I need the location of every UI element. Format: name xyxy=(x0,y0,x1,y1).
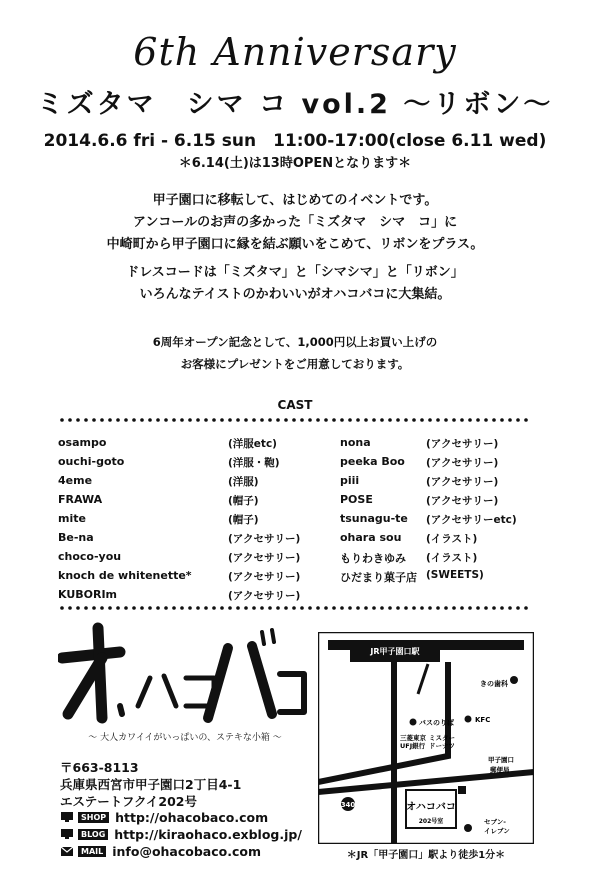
address-line-2: エステートフクイ202号 xyxy=(60,794,197,809)
cast-category: (洋服) xyxy=(228,476,259,488)
ohacobaco-logo xyxy=(58,622,308,726)
cast-category: (アクセサリー) xyxy=(426,457,499,469)
divider-dot xyxy=(212,418,216,422)
cast-category: (アクセサリー) xyxy=(228,590,301,602)
shop-badge: SHOP xyxy=(78,812,109,823)
post-office-label-2: 郵便局 xyxy=(490,766,510,774)
divider-dot xyxy=(60,606,64,610)
divider-dot xyxy=(308,418,312,422)
opening-notice: ＊6.14(土)は13時OPENとなります＊ xyxy=(178,156,412,171)
divider-dot xyxy=(516,606,520,610)
cast-name: mite xyxy=(58,512,86,525)
divider-dot xyxy=(460,606,464,610)
divider-dot xyxy=(244,606,248,610)
divider-dot xyxy=(396,418,400,422)
divider-dot xyxy=(348,418,352,422)
divider-dot xyxy=(332,606,336,610)
blog-link-row[interactable] xyxy=(60,825,302,843)
divider-dot xyxy=(508,606,512,610)
divider-dot xyxy=(492,606,496,610)
divider-dot xyxy=(300,418,304,422)
dotted-divider-top xyxy=(58,416,532,424)
cast-category: (SWEETS) xyxy=(426,569,484,581)
monitor-icon xyxy=(60,828,74,840)
divider-dot xyxy=(476,418,480,422)
divider-dot xyxy=(364,606,368,610)
divider-dot xyxy=(164,606,168,610)
seven-eleven-label-1: セブン- xyxy=(484,818,506,826)
cast-category: (洋服etc) xyxy=(228,438,277,450)
divider-dot xyxy=(524,418,528,422)
post-office-label-1: 甲子園口 xyxy=(488,756,514,764)
divider-dot xyxy=(284,606,288,610)
dental-marker xyxy=(510,676,518,684)
divider-dot xyxy=(100,606,104,610)
divider-dot xyxy=(84,606,88,610)
cast-name: POSE xyxy=(340,493,373,506)
divider-dot xyxy=(348,606,352,610)
divider-dot xyxy=(156,606,160,610)
cast-name: ひだまり菓子店 xyxy=(340,571,417,584)
intro-paragraph-3 xyxy=(0,331,590,375)
donut-label-2: ドーナツ xyxy=(429,742,455,750)
divider-dot xyxy=(500,606,504,610)
divider-dot xyxy=(148,418,152,422)
divider-dot xyxy=(428,606,432,610)
cast-name: FRAWA xyxy=(58,493,103,506)
blog-url-link[interactable]: http://kiraohaco.exblog.jp/ xyxy=(114,826,302,842)
divider-dot xyxy=(476,606,480,610)
divider-dot xyxy=(132,606,136,610)
divider-dot xyxy=(92,606,96,610)
divider-dot xyxy=(172,606,176,610)
bank-label-1: 三菱東京 xyxy=(400,734,426,742)
kfc-label: KFC xyxy=(475,716,491,724)
kfc-marker xyxy=(465,716,472,723)
divider-dot xyxy=(300,606,304,610)
route-number: 340 xyxy=(340,801,356,809)
monitor-icon xyxy=(60,811,74,823)
cast-category: (アクセサリー) xyxy=(426,438,499,450)
divider-dot xyxy=(340,606,344,610)
shop-tagline: ～ 大人カワイイがいっぱいの、ステキな小箱 ～ xyxy=(88,733,282,743)
divider-dot xyxy=(220,606,224,610)
shop-url-link[interactable]: http://ohacobaco.com xyxy=(115,809,269,825)
divider-dot xyxy=(180,418,184,422)
divider-dot xyxy=(276,418,280,422)
mail-icon xyxy=(60,845,74,857)
access-map xyxy=(318,632,534,844)
divider-dot xyxy=(428,418,432,422)
divider-dot xyxy=(212,606,216,610)
cast-category: (アクセサリー) xyxy=(426,476,499,488)
divider-dot xyxy=(108,606,112,610)
divider-dot xyxy=(252,418,256,422)
divider-dot xyxy=(356,606,360,610)
divider-dot xyxy=(124,606,128,610)
divider-dot xyxy=(188,418,192,422)
cast-name: KUBORIm xyxy=(58,588,118,601)
cast-name: ouchi-goto xyxy=(58,455,125,468)
bus-stop-marker xyxy=(410,719,417,726)
divider-dot xyxy=(492,418,496,422)
cast-category: (帽子) xyxy=(228,495,259,507)
cast-category: (アクセサリーetc) xyxy=(426,514,517,526)
divider-dot xyxy=(444,418,448,422)
divider-dot xyxy=(508,418,512,422)
cast-name: Be-na xyxy=(58,531,94,544)
donut-label-1: ミスター xyxy=(429,734,455,742)
map-room-label: 202号室 xyxy=(418,818,444,825)
intro-line: お客様にプレゼントをご用意しております。 xyxy=(180,357,410,371)
divider-dot xyxy=(420,606,424,610)
divider-dot xyxy=(388,418,392,422)
divider-dot xyxy=(68,418,72,422)
divider-dot xyxy=(484,418,488,422)
divider-dot xyxy=(356,418,360,422)
divider-dot xyxy=(500,418,504,422)
cast-category: (帽子) xyxy=(228,514,259,526)
divider-dot xyxy=(148,606,152,610)
divider-dot xyxy=(60,418,64,422)
divider-dot xyxy=(172,418,176,422)
divider-dot xyxy=(140,606,144,610)
divider-dot xyxy=(516,418,520,422)
divider-dot xyxy=(452,606,456,610)
divider-dot xyxy=(116,606,120,610)
divider-dot xyxy=(404,418,408,422)
cast-name: tsunagu-te xyxy=(340,512,408,525)
divider-dot xyxy=(372,418,376,422)
cast-category: (イラスト) xyxy=(426,533,478,545)
address-line-1: 兵庫県西宮市甲子園口2丁目4-1 xyxy=(60,777,242,792)
cast-name: ohara sou xyxy=(340,531,402,544)
divider-dot xyxy=(204,418,208,422)
divider-dot xyxy=(324,418,328,422)
blog-badge: BLOG xyxy=(78,829,108,840)
divider-dot xyxy=(268,418,272,422)
divider-dot xyxy=(260,418,264,422)
cast-category: (アクセサリー) xyxy=(426,495,499,507)
cast-category: (アクセサリー) xyxy=(228,552,301,564)
mail-address-link[interactable]: info@ohacobaco.com xyxy=(112,843,262,859)
shop-link-row[interactable] xyxy=(60,808,268,826)
divider-dot xyxy=(292,418,296,422)
mail-badge: MAIL xyxy=(78,846,106,857)
divider-dot xyxy=(100,418,104,422)
divider-dot xyxy=(236,418,240,422)
divider-dot xyxy=(76,606,80,610)
divider-dot xyxy=(484,606,488,610)
station-label: JR甲子園口駅 xyxy=(370,647,420,656)
divider-dot xyxy=(220,418,224,422)
divider-dot xyxy=(140,418,144,422)
cast-name: osampo xyxy=(58,436,107,449)
intro-paragraph-2 xyxy=(0,262,590,306)
divider-dot xyxy=(468,606,472,610)
divider-dot xyxy=(244,418,248,422)
divider-dot xyxy=(284,418,288,422)
divider-dot xyxy=(324,606,328,610)
divider-dot xyxy=(332,418,336,422)
divider-dot xyxy=(92,418,96,422)
divider-dot xyxy=(116,418,120,422)
seven-eleven-marker xyxy=(464,824,472,832)
intro-line: アンコールのお声の多かった「ミズタマ シマ コ」に xyxy=(132,215,458,230)
cast-name: 4eme xyxy=(58,474,93,487)
intro-line: 6周年オープン記念として、1,000円以上お買い上げの xyxy=(152,335,438,349)
divider-dot xyxy=(156,418,160,422)
bus-stop-label: バスのりば xyxy=(419,719,454,727)
divider-dot xyxy=(292,606,296,610)
divider-dot xyxy=(268,606,272,610)
seven-eleven-label-2: イレブン xyxy=(484,827,510,835)
postal-code: 〒663-8113 xyxy=(60,760,139,775)
divider-dot xyxy=(316,606,320,610)
event-dates: 2014.6.6 fri - 6.15 sun 11:00-17:00(close 6.11 wed) xyxy=(43,131,547,151)
map-caption: ＊JR「甲子園口」駅より徒歩1分＊ xyxy=(346,850,506,861)
dental-label: きの歯科 xyxy=(480,680,508,688)
divider-dot xyxy=(236,606,240,610)
divider-dot xyxy=(76,418,80,422)
divider-dot xyxy=(468,418,472,422)
divider-dot xyxy=(124,418,128,422)
divider-dot xyxy=(188,606,192,610)
divider-dot xyxy=(276,606,280,610)
intro-line: 甲子園口に移転して、はじめてのイベントです。 xyxy=(152,193,438,208)
shop-pointer xyxy=(458,786,466,794)
divider-dot xyxy=(68,606,72,610)
intro-line: 中崎町から甲子園口に縁を結ぶ願いをこめて、リボンをプラス。 xyxy=(106,237,484,252)
divider-dot xyxy=(196,418,200,422)
divider-dot xyxy=(132,418,136,422)
event-title: ミズタマ シマ コ vol.2 ～リボン～ xyxy=(36,89,554,120)
map-shop-label: オハコバコ xyxy=(406,802,456,813)
divider-dot xyxy=(164,418,168,422)
divider-dot xyxy=(444,606,448,610)
divider-dot xyxy=(436,418,440,422)
cast-name: もりわきゆみ xyxy=(340,552,406,565)
divider-dot xyxy=(180,606,184,610)
cast-category: (洋服・鞄) xyxy=(228,457,280,469)
cast-name: choco-you xyxy=(58,550,122,563)
divider-dot xyxy=(196,606,200,610)
divider-dot xyxy=(316,418,320,422)
divider-dot xyxy=(84,418,88,422)
cast-category: (アクセサリー) xyxy=(228,533,301,545)
divider-dot xyxy=(404,606,408,610)
cast-name: piii xyxy=(340,474,360,487)
dotted-divider-bottom xyxy=(58,604,532,612)
divider-dot xyxy=(228,606,232,610)
divider-dot xyxy=(396,606,400,610)
divider-dot xyxy=(412,606,416,610)
divider-dot xyxy=(524,606,528,610)
intro-line: ドレスコードは「ミズタマ」と「シマシマ」と「リボン」 xyxy=(126,265,464,280)
cast-name: peeka Boo xyxy=(340,455,405,468)
cast-category: (イラスト) xyxy=(426,552,478,564)
divider-dot xyxy=(252,606,256,610)
divider-dot xyxy=(372,606,376,610)
anniversary-heading: 6th Anniversary xyxy=(133,30,457,74)
cast-category: (アクセサリー) xyxy=(228,571,301,583)
divider-dot xyxy=(380,418,384,422)
divider-dot xyxy=(340,418,344,422)
divider-dot xyxy=(364,418,368,422)
divider-dot xyxy=(388,606,392,610)
divider-dot xyxy=(380,606,384,610)
divider-dot xyxy=(460,418,464,422)
divider-dot xyxy=(308,606,312,610)
cast-name: nona xyxy=(340,436,371,449)
divider-dot xyxy=(204,606,208,610)
divider-dot xyxy=(452,418,456,422)
divider-dot xyxy=(260,606,264,610)
cast-name: knoch de whitenette* xyxy=(58,569,192,582)
divider-dot xyxy=(436,606,440,610)
cast-heading: CAST xyxy=(277,398,313,412)
intro-line: いろんなテイストのかわいいがオハコバコに大集結。 xyxy=(139,287,451,302)
divider-dot xyxy=(108,418,112,422)
divider-dot xyxy=(420,418,424,422)
bank-label-2: UFJ銀行 xyxy=(400,742,426,750)
mail-link-row[interactable] xyxy=(60,842,261,860)
intro-paragraph-1 xyxy=(0,190,590,256)
divider-dot xyxy=(412,418,416,422)
divider-dot xyxy=(228,418,232,422)
